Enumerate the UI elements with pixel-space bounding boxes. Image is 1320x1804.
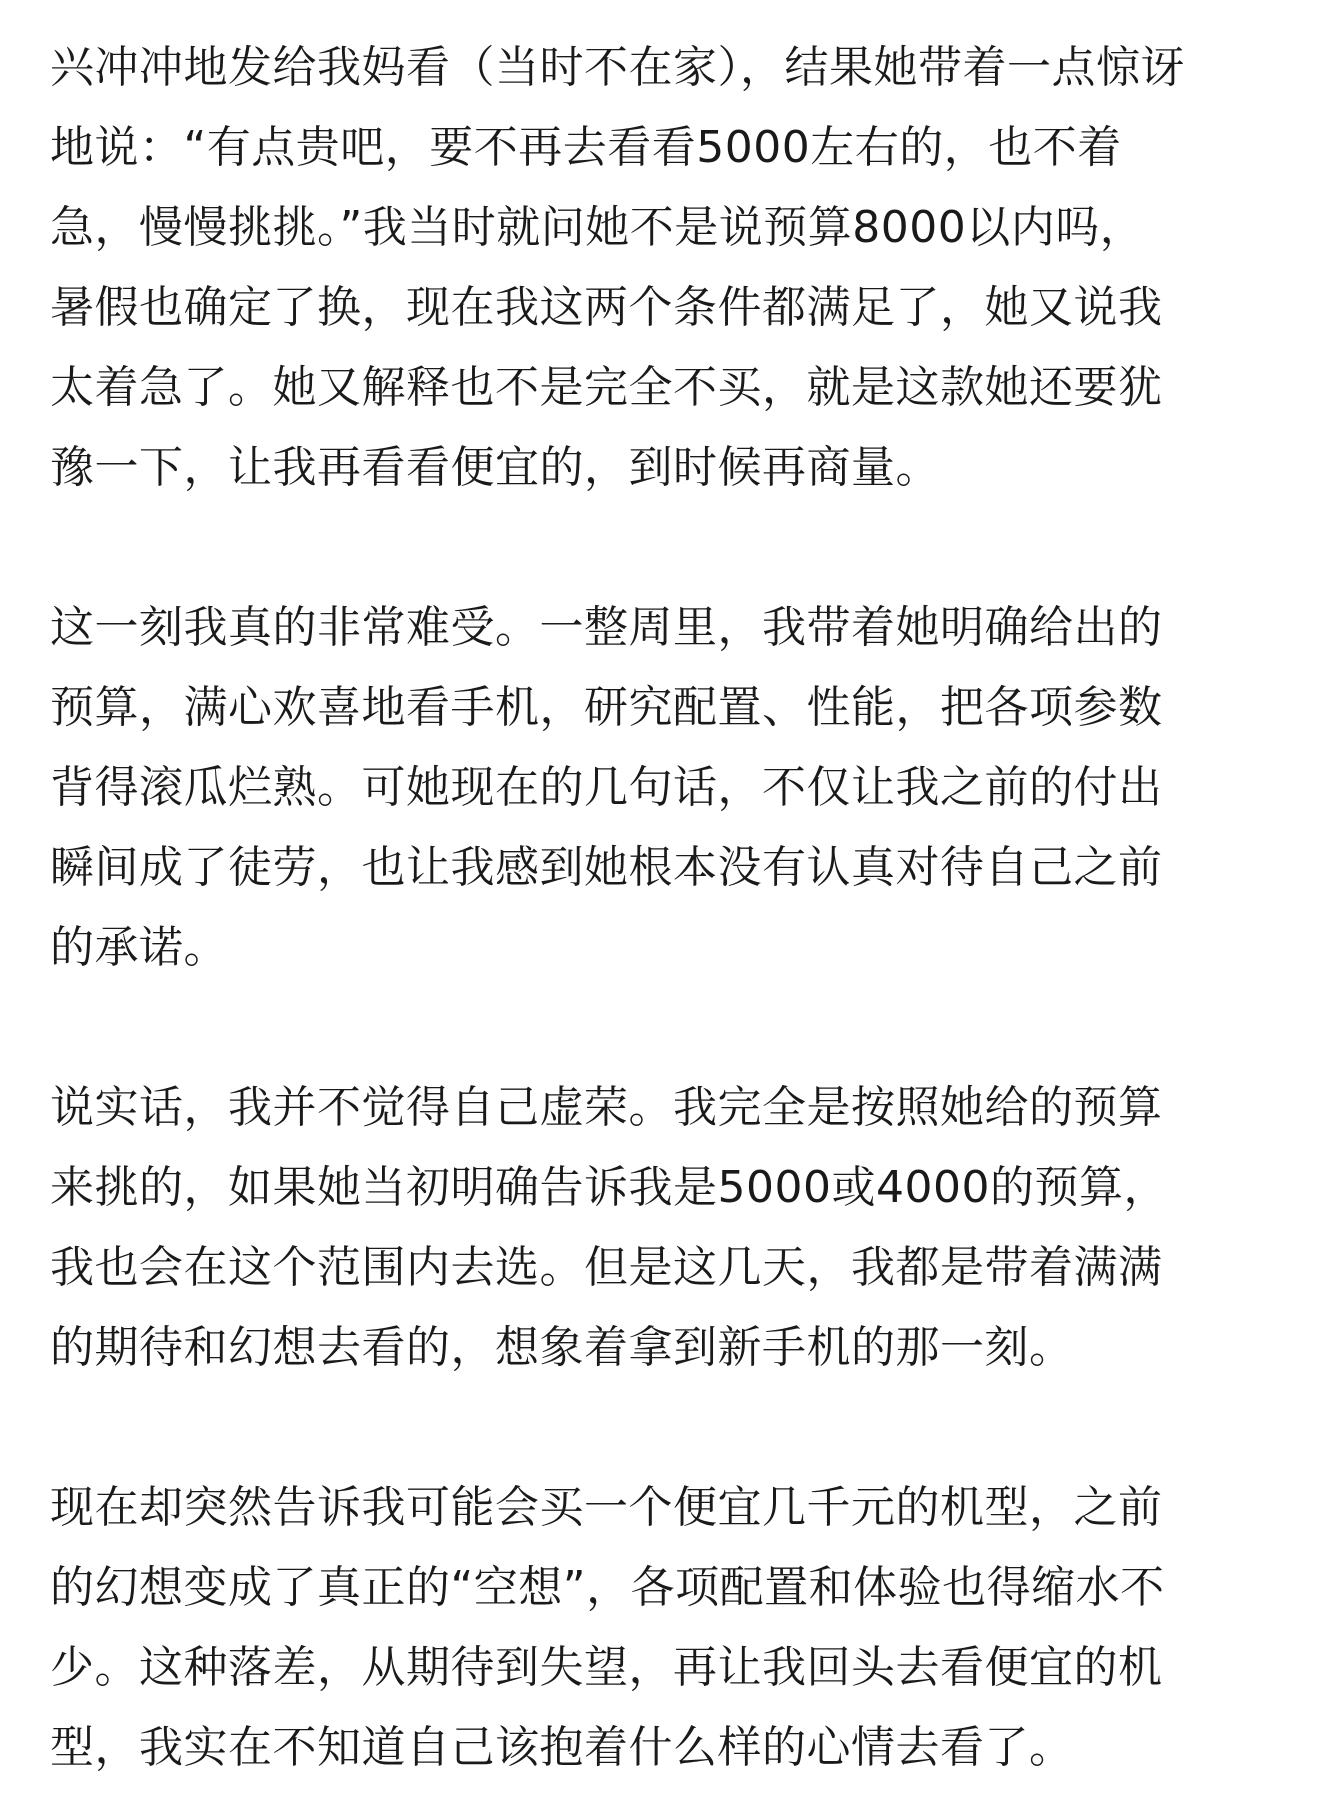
paragraph-1 bbox=[50, 28, 1270, 508]
text-line: 这一刻我真的非常难受。一整周里，我带着她明确给出的 bbox=[50, 602, 1163, 653]
text-line: 的期待和幻想去看的，想象着拿到新手机的那一刻。 bbox=[50, 1322, 1074, 1373]
text-line: 型，我实在不知道自己该抱着什么样的心情去看了。 bbox=[50, 1722, 1074, 1773]
text-line: 来挑的，如果她当初明确告诉我是5000或4000的预算， bbox=[50, 1162, 1168, 1213]
text-line: 豫一下，让我再看看便宜的，到时候再商量。 bbox=[50, 442, 940, 493]
text-line: 说实话，我并不觉得自己虚荣。我完全是按照她给的预算 bbox=[50, 1082, 1163, 1133]
text-line: 瞬间成了徒劳，也让我感到她根本没有认真对待自己之前 bbox=[50, 842, 1163, 893]
text-line: 的幻想变成了真正的“空想”，各项配置和体验也得缩水不 bbox=[50, 1562, 1165, 1613]
text-line: 兴冲冲地发给我妈看（当时不在家），结果她带着一点惊讶 bbox=[50, 42, 1185, 93]
text-line: 少。这种落差，从期待到失望，再让我回头去看便宜的机 bbox=[50, 1642, 1163, 1693]
text-line: 急，慢慢挑挑。”我当时就问她不是说预算8000以内吗， bbox=[50, 202, 1145, 253]
text-line: 我也会在这个范围内去选。但是这几天，我都是带着满满 bbox=[50, 1242, 1163, 1293]
text-line: 现在却突然告诉我可能会买一个便宜几千元的机型，之前 bbox=[50, 1482, 1163, 1533]
paragraph-2 bbox=[50, 588, 1270, 988]
article-body bbox=[50, 28, 1270, 1788]
text-line: 地说：“有点贵吧，要不再去看看5000左右的，也不着 bbox=[50, 122, 1122, 173]
text-line: 的承诺。 bbox=[50, 922, 228, 973]
text-line: 预算，满心欢喜地看手机，研究配置、性能，把各项参数 bbox=[50, 682, 1163, 733]
paragraph-3 bbox=[50, 1068, 1270, 1388]
text-line: 太着急了。她又解释也不是完全不买，就是这款她还要犹 bbox=[50, 362, 1163, 413]
text-line: 背得滚瓜烂熟。可她现在的几句话，不仅让我之前的付出 bbox=[50, 762, 1163, 813]
text-line: 暑假也确定了换，现在我这两个条件都满足了，她又说我 bbox=[50, 282, 1163, 333]
paragraph-4 bbox=[50, 1468, 1270, 1788]
